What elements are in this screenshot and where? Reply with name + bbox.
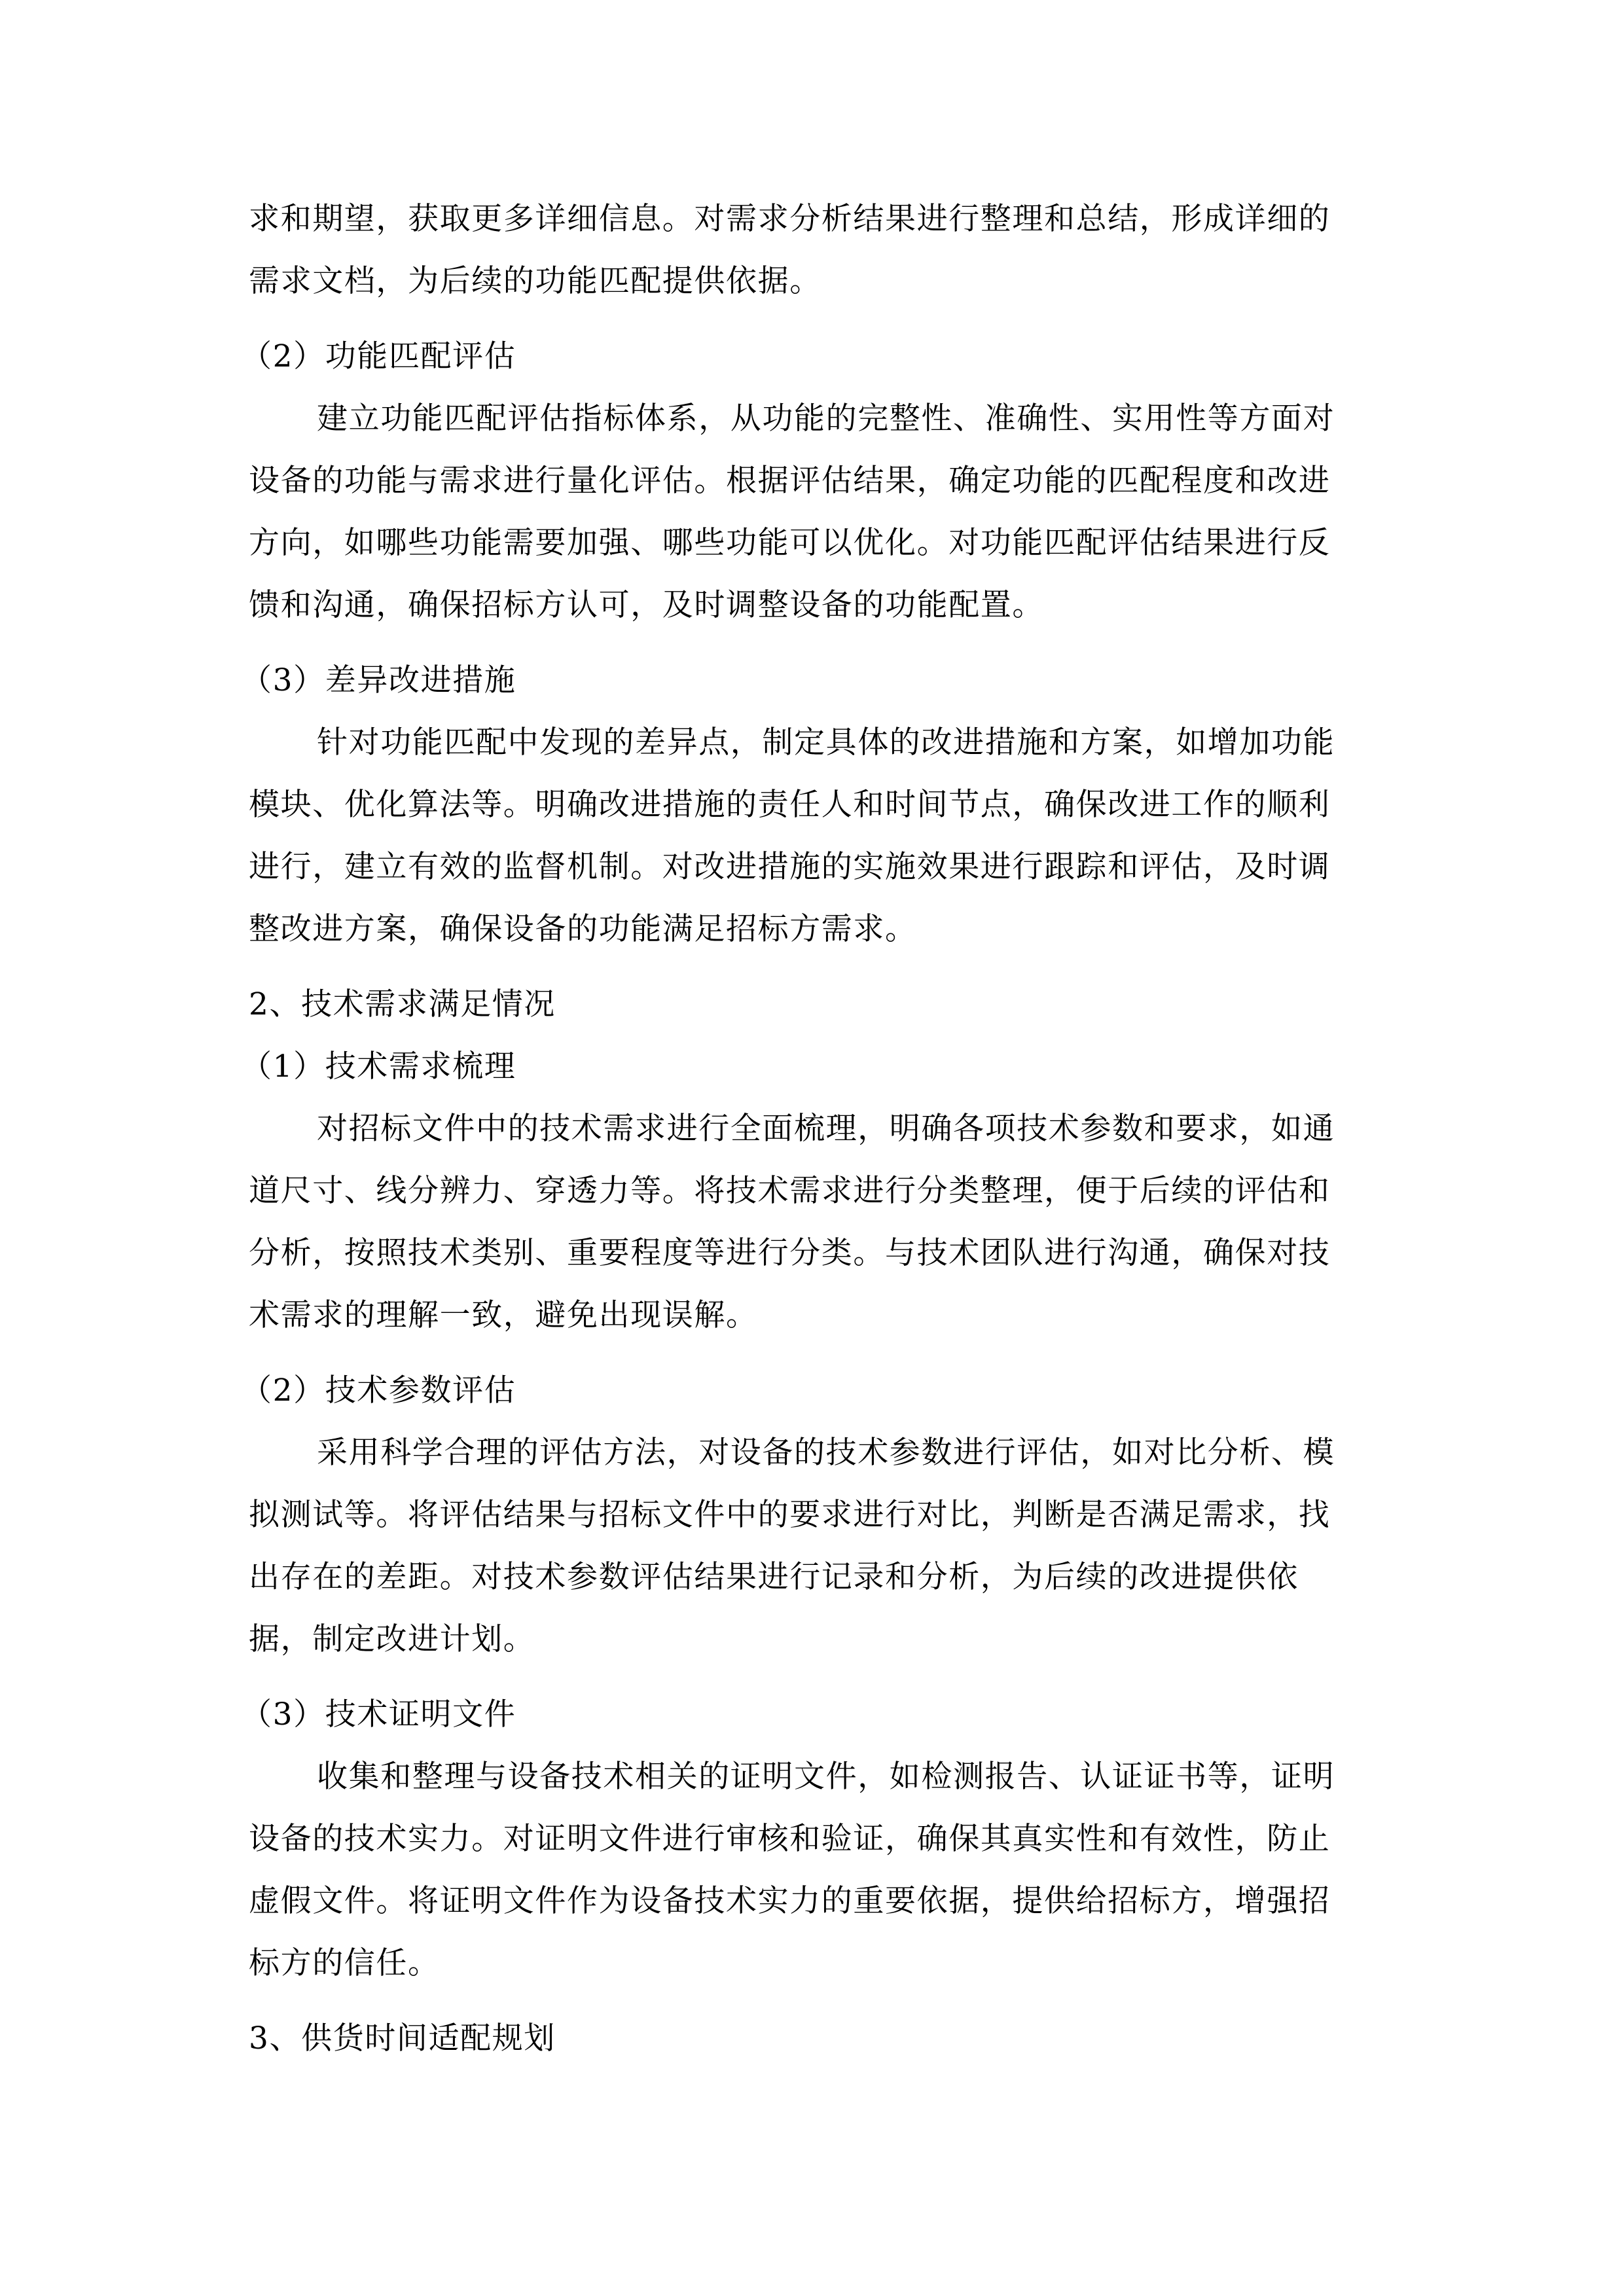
heading-delivery-time-planning: 3、供货时间适配规划 — [249, 2020, 556, 2056]
paragraph-line: 设备的功能与需求进行量化评估。根据评估结果，确定功能的匹配程度和改进 — [249, 463, 1331, 499]
paragraph-line: 进行，建立有效的监督机制。对改进措施的实施效果进行跟踪和评估，及时调 — [249, 849, 1331, 885]
paragraph-line: 标方的信任。 — [249, 1945, 440, 1981]
paragraph-line: 术需求的理解一致，避免出现误解。 — [249, 1297, 758, 1333]
paragraph-line: 对招标文件中的技术需求进行全面梳理，明确各项技术参数和要求，如通 — [317, 1111, 1335, 1147]
paragraph-line: 拟测试等。将评估结果与招标文件中的要求进行对比，判断是否满足需求，找 — [249, 1497, 1331, 1533]
subheading-function-match-eval: （2）功能匹配评估 — [241, 338, 516, 374]
paragraph-line: 采用科学合理的评估方法，对设备的技术参数进行评估，如对比分析、模 — [317, 1435, 1335, 1471]
paragraph-line: 求和期望，获取更多详细信息。对需求分析结果进行整理和总结，形成详细的 — [249, 201, 1331, 237]
subheading-difference-improvement: （3）差异改进措施 — [241, 662, 516, 698]
paragraph-line: 建立功能匹配评估指标体系，从功能的完整性、准确性、实用性等方面对 — [317, 401, 1335, 437]
paragraph-line: 虚假文件。将证明文件作为设备技术实力的重要依据，提供给招标方，增强招 — [249, 1883, 1331, 1919]
subheading-technical-req-review: （1）技术需求梳理 — [241, 1049, 516, 1085]
paragraph-line: 设备的技术实力。对证明文件进行审核和验证，确保其真实性和有效性，防止 — [249, 1821, 1331, 1857]
paragraph-line: 模块、优化算法等。明确改进措施的责任人和时间节点，确保改进工作的顺利 — [249, 787, 1331, 823]
paragraph-line: 道尺寸、线分辨力、穿透力等。将技术需求进行分类整理，便于后续的评估和 — [249, 1173, 1331, 1209]
paragraph-line: 出存在的差距。对技术参数评估结果进行记录和分析，为后续的改进提供依 — [249, 1559, 1299, 1595]
heading-technical-requirements: 2、技术需求满足情况 — [249, 986, 556, 1022]
paragraph-line: 收集和整理与设备技术相关的证明文件，如检测报告、认证证书等，证明 — [317, 1759, 1335, 1795]
paragraph-line: 针对功能匹配中发现的差异点，制定具体的改进措施和方案，如增加功能 — [317, 725, 1335, 761]
subheading-technical-param-eval: （2）技术参数评估 — [241, 1372, 516, 1408]
paragraph-line: 分析，按照技术类别、重要程度等进行分类。与技术团队进行沟通，确保对技 — [249, 1235, 1331, 1271]
subheading-technical-certificates: （3）技术证明文件 — [241, 1696, 516, 1732]
paragraph-line: 据，制定改进计划。 — [249, 1621, 535, 1657]
paragraph-line: 需求文档，为后续的功能匹配提供依据。 — [249, 263, 821, 299]
paragraph-line: 方向，如哪些功能需要加强、哪些功能可以优化。对功能匹配评估结果进行反 — [249, 525, 1331, 561]
paragraph-line: 整改进方案，确保设备的功能满足招标方需求。 — [249, 911, 917, 947]
paragraph-line: 馈和沟通，确保招标方认可，及时调整设备的功能配置。 — [249, 587, 1044, 623]
